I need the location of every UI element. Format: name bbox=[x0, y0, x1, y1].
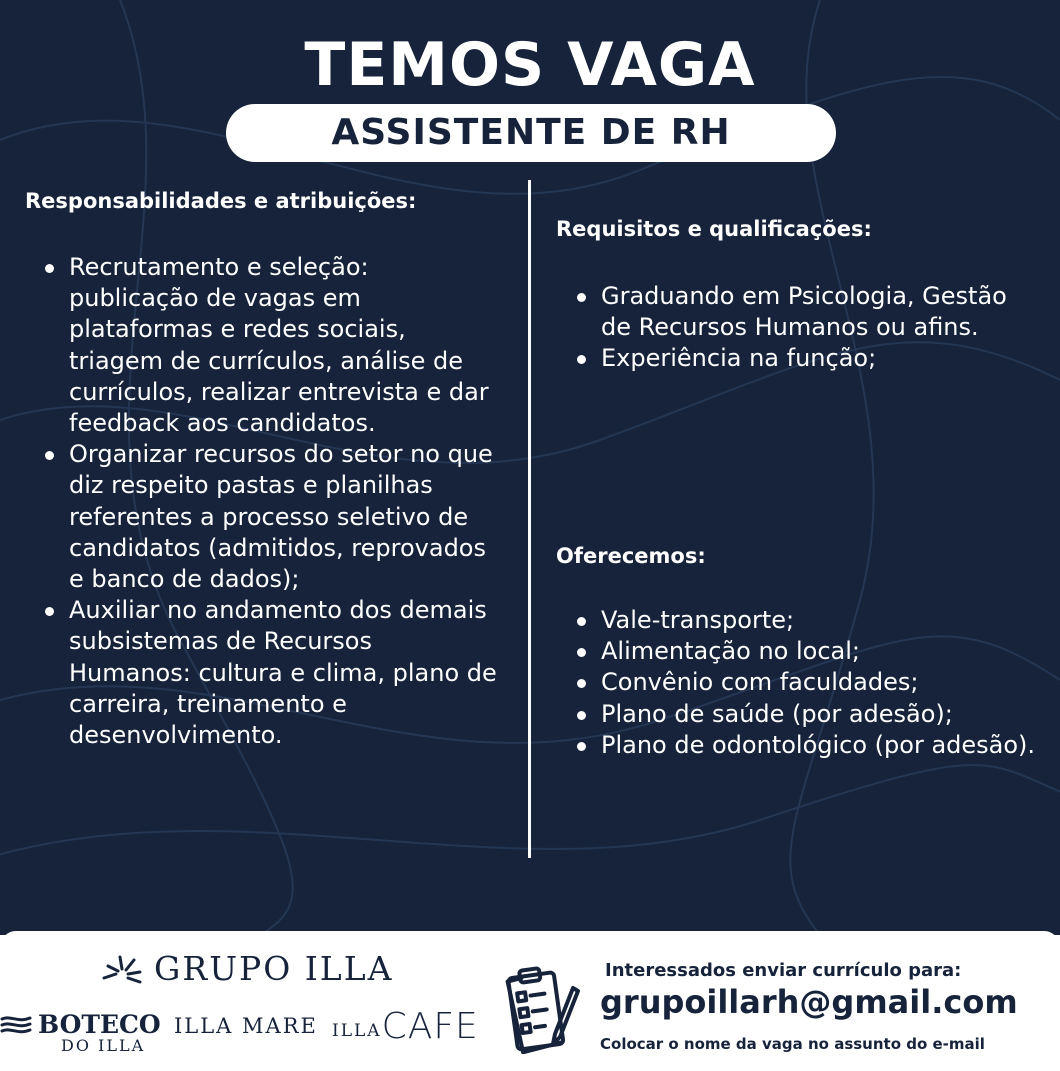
contact-label: Interessados enviar currículo para: bbox=[605, 960, 962, 981]
job-title-pill: ASSISTENTE DE RH bbox=[226, 104, 836, 162]
list-item: Alimentação no local; bbox=[573, 636, 1043, 667]
illa-cafe-logo bbox=[332, 1006, 479, 1047]
responsibilities-heading: Responsabilidades e atribuições: bbox=[25, 189, 417, 213]
offers-heading: Oferecemos: bbox=[556, 544, 706, 568]
column-divider bbox=[528, 180, 531, 858]
list-item: Experiência na função; bbox=[573, 343, 1043, 374]
illa-mare-logo: ILLA MARE bbox=[174, 1014, 318, 1038]
list-item: Vale-transporte; bbox=[573, 605, 1043, 636]
list-item: Convênio com faculdades; bbox=[573, 667, 1043, 698]
list-item: Plano de odontológico (por adesão). bbox=[573, 730, 1043, 761]
list-item: Plano de saúde (por adesão); bbox=[573, 699, 1043, 730]
illa-cafe-text: CAFE bbox=[381, 1006, 479, 1047]
sun-rays-icon bbox=[100, 954, 144, 984]
list-item: Organizar recursos do setor no que diz respeito pastas e planilhas referentes a processo seletivo de candidatos (admitidos, reprovados e banco de dados); bbox=[41, 439, 501, 595]
poster-title: TEMOS VAGA bbox=[304, 30, 756, 100]
responsibilities-list bbox=[41, 252, 501, 751]
boteco-logo bbox=[0, 1010, 161, 1039]
offers-list bbox=[573, 605, 1043, 761]
contact-note: Colocar o nome da vaga no assunto do e-mail bbox=[600, 1035, 985, 1053]
requirements-list bbox=[573, 281, 1043, 375]
requirements-heading: Requisitos e qualificações: bbox=[556, 217, 872, 241]
list-item: Recrutamento e seleção: publicação de vagas em plataformas e redes sociais, triagem de currículos, análise de currículos, realizar entrevista e dar feedback aos candidatos. bbox=[41, 252, 501, 439]
waves-icon bbox=[0, 1014, 38, 1036]
clipboard-checklist-icon bbox=[503, 962, 583, 1054]
list-item: Auxiliar no andamento dos demais subsistemas de Recursos Humanos: cultura e clima, plano de carreira, treinamento e desenvolvimento. bbox=[41, 595, 501, 751]
list-item: Graduando em Psicologia, Gestão de Recursos Humanos ou afins. bbox=[573, 281, 1043, 343]
boteco-subtitle: DO ILLA bbox=[61, 1036, 146, 1055]
contact-email[interactable]: grupoillarh@gmail.com bbox=[600, 983, 1018, 1021]
grupo-illa-text: GRUPO ILLA bbox=[154, 949, 394, 988]
boteco-text: BOTECO bbox=[38, 1010, 161, 1039]
grupo-illa-logo bbox=[100, 949, 393, 988]
illa-cafe-prefix: ILLA bbox=[332, 1021, 382, 1041]
